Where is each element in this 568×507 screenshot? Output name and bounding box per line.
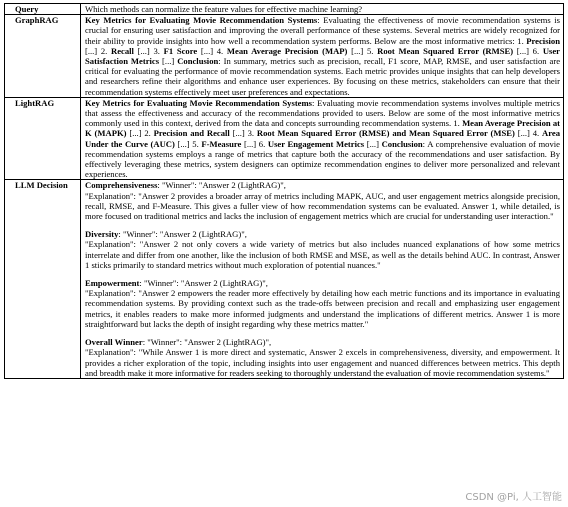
- query-row: [5, 4, 564, 15]
- decision-winner: Diversity: "Winner": "Answer 2 (LightRAG)",: [85, 229, 247, 240]
- decision-winner: Empowerment: "Winner": "Answer 2 (LightRAG)",: [85, 278, 268, 289]
- decision-explanation: "Explanation": "Answer 2 provides a broader array of metrics including MAPK, AUC, and user engagement metrics alongside precision, recall, RMSE, and F-Measure. This gives a fuller view of how recommendation systems can be evaluated. Answer 1, while detailed, is more focused on traditional metrics and lacks the inclusion of engagement metrics which are crucial for understanding user interaction.": [85, 190, 560, 222]
- decision-winner: Overall Winner: "Winner": "Answer 2 (LightRAG)",: [85, 337, 272, 348]
- llm-decision-row: [5, 180, 564, 378]
- decision-winner: Comprehensiveness: "Winner": "Answer 2 (LightRAG)",: [85, 180, 286, 191]
- lightrag-row: [5, 97, 564, 180]
- graphrag-answer: Key Metrics for Evaluating Movie Recommendation Systems: Evaluating the effectiveness of movie recommendation systems is crucial for ensuring user satisfaction and improving the overall performance of these systems. Several metrics are widely recognized for their ability to provide insights into how well a recommendation system performs. Below are the most informative metrics: 1. Precision [...] 2. Recall [...] 3. F1 Score [...] 4. Mean Average Precision (MAP) [...] 5. Root Mean Squared Error (RMSE) [...] 6. User Satisfaction Metrics [...] Conclusion: In summary, metrics such as precision, recall, F1 score, MAP, RMSE, and user satisfaction are critical for evaluating the performance of movie recommendation systems. Each metric provides unique insights that can help developers and researchers refine their algorithms and enhance user experiences. By focusing on these metrics, stakeholders can ensure that their recommendation systems effectively meet user preferences and expectations.: [81, 15, 564, 98]
- graphrag-title: Key Metrics for Evaluating Movie Recommendation Systems: [85, 15, 318, 26]
- decision-explanation: "Explanation": "Answer 2 empowers the reader more effectively by detailing how each metric functions and its importance in evaluating recommendation systems. By providing context such as the trade-offs between precision and recall and emphasizing user engagement metrics, it enables readers to make more informed judgments and understand the implications of different metrics. Answer 1 is more straightforward but lacks the depth of insight regarding why these metrics matter.": [85, 288, 560, 329]
- graphrag-row: [5, 15, 564, 98]
- lightrag-answer: Key Metrics for Evaluating Movie Recommendation Systems: Evaluating movie recommendation systems involves multiple metrics that assess the effectiveness and accuracy of the recommendations provided to users. Below are some of the most informative metrics commonly used in this context, derived from the data and concepts surrounding recommendation systems. 1. Mean Average Precision at K (MAPK) [...] 2. Precision and Recall [...] 3. Root Mean Squared Error (RMSE) and Mean Squared Error (MSE) [...] 4. Area Under the Curve (AUC) [...] 5. F-Measure [...] 6. User Engagement Metrics [...] Conclusion: A comprehensive evaluation of movie recommendation systems employs a range of metrics that capture both the accuracy of the recommendations and user satisfaction. By effectively leveraging these metrics, system designers can optimize recommendation engines to deliver more personalized and relevant experiences.: [81, 97, 564, 180]
- lightrag-label: LightRAG: [5, 97, 81, 180]
- decision-explanation: "Explanation": "While Answer 1 is more direct and systematic, Answer 2 excels in comprehensiveness, diversity, and empowerment. It provides a richer exploration of the topic, including insights into user engagement and nuanced differences between metrics. This depth and breadth make it more informative for readers seeking to thoroughly understand the evaluation of movie recommendation systems.": [85, 347, 560, 378]
- llm-decision-label: LLM Decision: [5, 180, 81, 378]
- decision-explanation: "Explanation": "Answer 2 not only covers a wide variety of metrics but also includes nuanced explanations of how some metrics interrelate and differ from one another, like the inclusion of both RMSE and MSE, as well as the details behind AUC. In contrast, Answer 1 sticks primarily to standard metrics without much exploration of potential nuances.": [85, 239, 560, 270]
- llm-decision-content: [81, 180, 564, 378]
- query-label: Query: [5, 4, 81, 15]
- lightrag-title: Key Metrics for Evaluating Movie Recommendation Systems: [85, 97, 312, 108]
- comparison-table: [4, 3, 564, 379]
- query-text: Which methods can normalize the feature values for effective machine learning?: [81, 4, 564, 15]
- graphrag-label: GraphRAG: [5, 15, 81, 98]
- watermark: CSDN @Pi, 人工智能: [465, 492, 562, 503]
